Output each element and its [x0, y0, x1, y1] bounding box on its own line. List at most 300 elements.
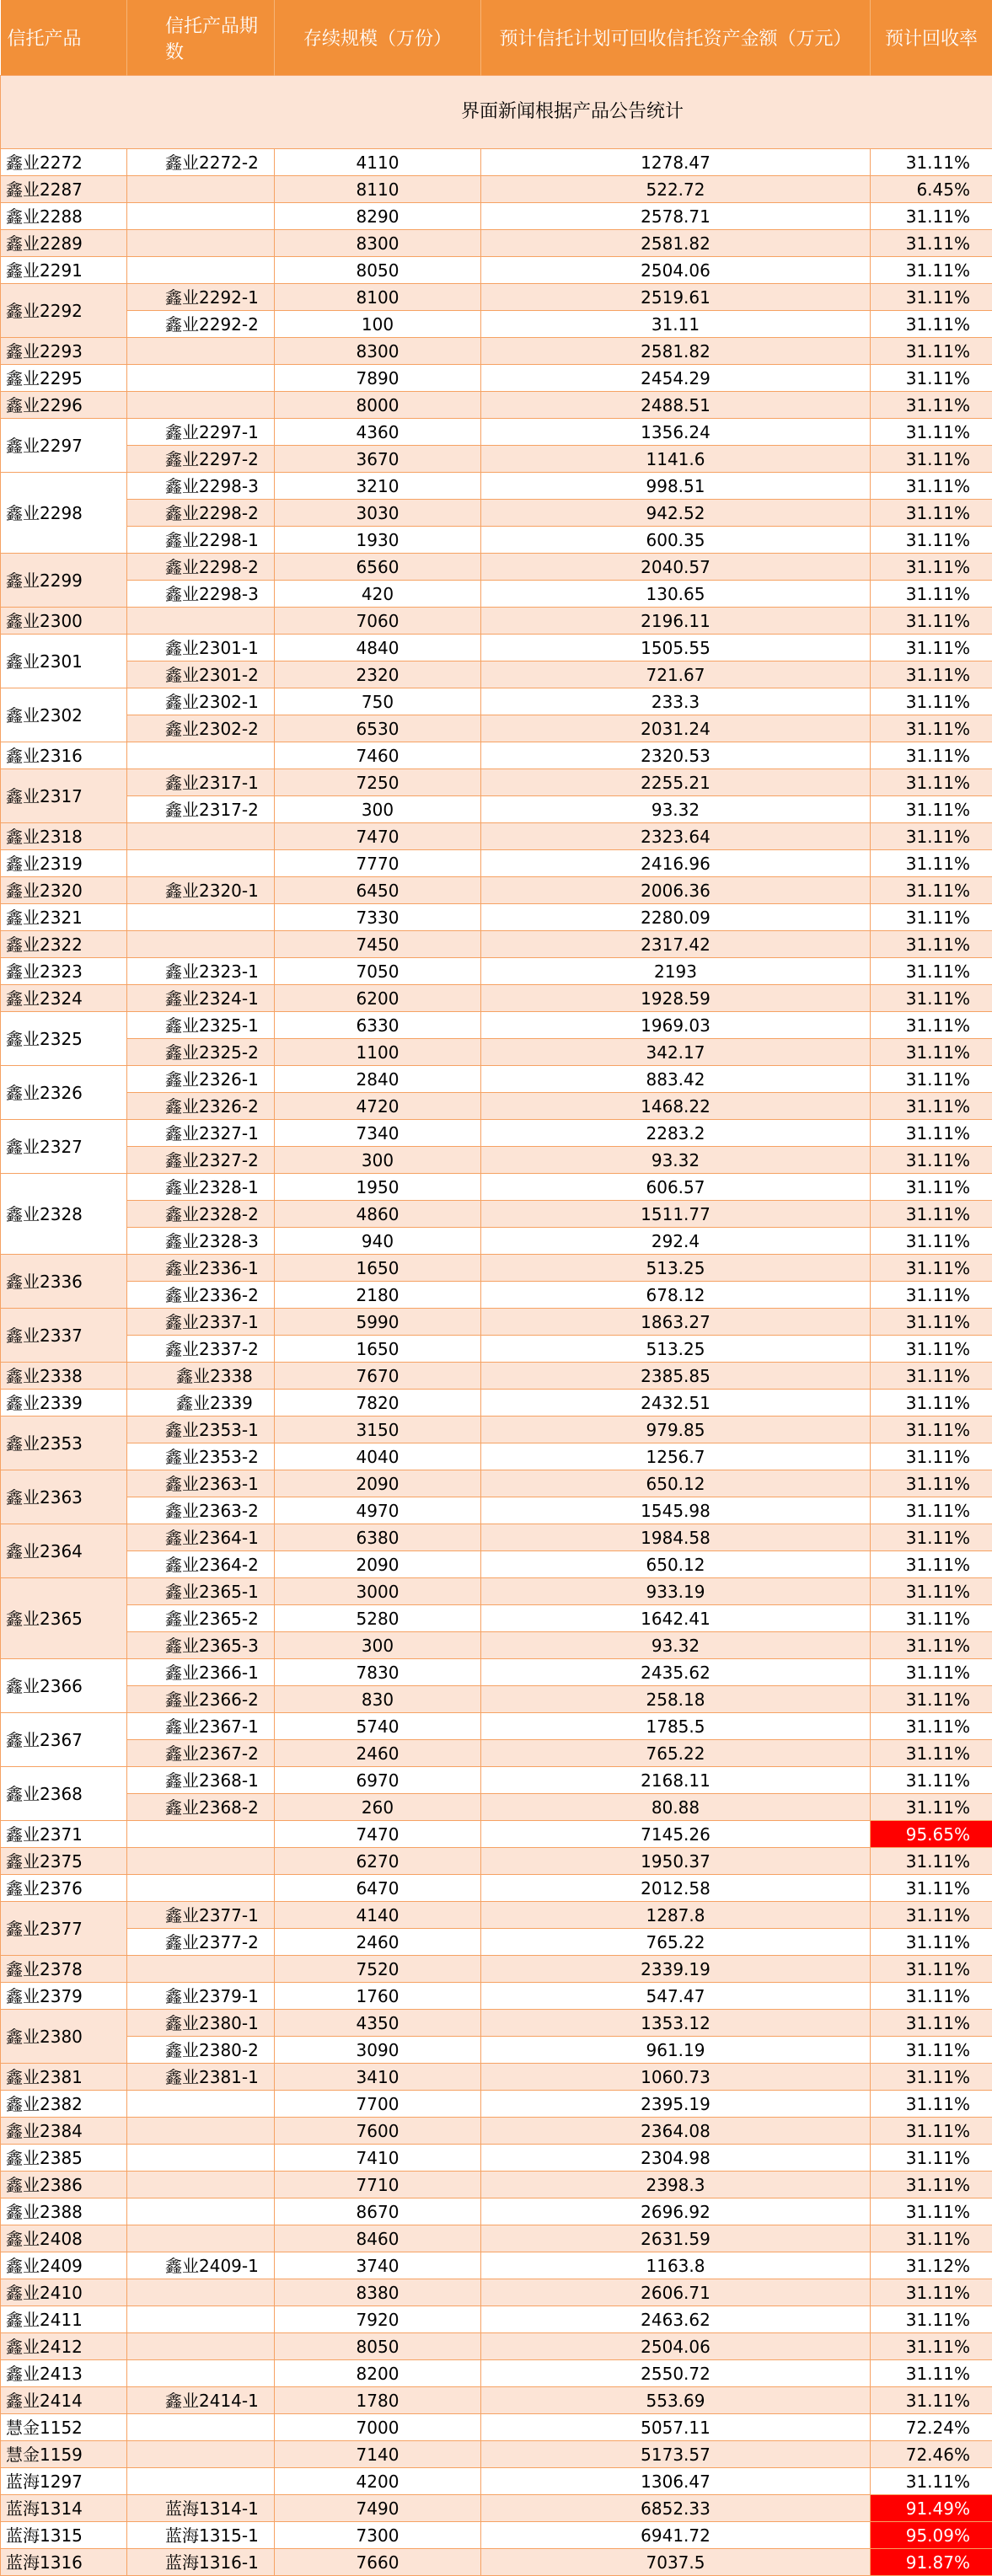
period-cell: 鑫业2381-1 [127, 2064, 275, 2091]
scale-cell: 7410 [275, 2145, 481, 2172]
header-recovery-rate: 预计回收率 [871, 0, 992, 76]
recoverable-amount-cell: 2463.62 [481, 2306, 871, 2333]
table-row [1, 2468, 992, 2495]
period-cell [127, 2145, 275, 2172]
table-row [1, 2225, 992, 2252]
period-cell: 鑫业2298-3 [127, 473, 275, 500]
recovery-rate-cell: 31.11% [871, 1093, 992, 1120]
period-cell: 鑫业2317-1 [127, 769, 275, 796]
scale-cell: 6330 [275, 1012, 481, 1039]
product-name-cell: 蓝海1315 [1, 2522, 127, 2549]
period-cell: 鑫业2324-1 [127, 985, 275, 1012]
scale-cell: 4360 [275, 419, 481, 446]
scale-cell: 7300 [275, 2522, 481, 2549]
table-row [1, 1794, 992, 1821]
table-row [1, 850, 992, 877]
period-cell: 鑫业2272-2 [127, 149, 275, 176]
scale-cell: 3000 [275, 1578, 481, 1605]
product-name-cell: 鑫业2386 [1, 2172, 127, 2198]
recovery-rate-cell: 31.11% [871, 419, 992, 446]
scale-cell: 2840 [275, 1066, 481, 1093]
recovery-rate-cell: 31.11% [871, 581, 992, 608]
note-spacer [871, 76, 992, 149]
recovery-rate-cell: 31.11% [871, 1120, 992, 1147]
recovery-rate-cell: 31.11% [871, 1956, 992, 1983]
recoverable-amount-cell: 2364.08 [481, 2118, 871, 2145]
note-spacer [1, 76, 127, 149]
product-name-cell: 鑫业2324 [1, 985, 127, 1012]
recoverable-amount-cell: 1863.27 [481, 1309, 871, 1336]
period-cell: 鑫业2365-2 [127, 1605, 275, 1632]
scale-cell: 6380 [275, 1524, 481, 1551]
scale-cell: 8110 [275, 176, 481, 203]
recoverable-amount-cell: 2606.71 [481, 2279, 871, 2306]
scale-cell: 7250 [275, 769, 481, 796]
period-cell: 鑫业2363-2 [127, 1497, 275, 1524]
scale-cell: 7670 [275, 1363, 481, 1390]
scale-cell: 4110 [275, 149, 481, 176]
scale-cell: 5280 [275, 1605, 481, 1632]
recoverable-amount-cell: 233.3 [481, 688, 871, 715]
scale-cell: 8050 [275, 2333, 481, 2360]
recovery-rate-cell: 31.11% [871, 1848, 992, 1875]
table-row [1, 931, 992, 958]
recoverable-amount-cell: 650.12 [481, 1470, 871, 1497]
recovery-rate-cell: 31.11% [871, 958, 992, 985]
period-cell: 鑫业2353-1 [127, 1417, 275, 1443]
recovery-rate-cell: 31.11% [871, 1309, 992, 1336]
product-name-cell: 鑫业2272 [1, 149, 127, 176]
recoverable-amount-cell: 1785.5 [481, 1713, 871, 1740]
table-row [1, 2198, 992, 2225]
scale-cell: 420 [275, 581, 481, 608]
table-row [1, 500, 992, 527]
recoverable-amount-cell: 2320.53 [481, 742, 871, 769]
recoverable-amount-cell: 1468.22 [481, 1093, 871, 1120]
table-row [1, 1120, 992, 1147]
recovery-rate-cell: 31.11% [871, 1039, 992, 1066]
recoverable-amount-cell: 2488.51 [481, 392, 871, 419]
table-row [1, 473, 992, 500]
product-name-cell: 蓝海1316 [1, 2549, 127, 2576]
recovery-rate-cell: 31.11% [871, 1767, 992, 1794]
period-cell: 蓝海1315-1 [127, 2522, 275, 2549]
scale-cell: 4860 [275, 1201, 481, 1228]
period-cell: 蓝海1316-1 [127, 2549, 275, 2576]
recoverable-amount-cell: 2395.19 [481, 2091, 871, 2118]
scale-cell: 4970 [275, 1497, 481, 1524]
recovery-rate-cell: 31.11% [871, 1983, 992, 2010]
scale-cell: 8300 [275, 338, 481, 365]
recovery-rate-cell: 31.11% [871, 2037, 992, 2064]
recoverable-amount-cell: 765.22 [481, 1929, 871, 1956]
table-row [1, 1470, 992, 1497]
product-name-cell: 鑫业2323 [1, 958, 127, 985]
recoverable-amount-cell: 2432.51 [481, 1390, 871, 1417]
recovery-rate-cell: 31.11% [871, 284, 992, 311]
recovery-rate-cell: 31.11% [871, 1713, 992, 1740]
table-row [1, 2441, 992, 2468]
recoverable-amount-cell: 2255.21 [481, 769, 871, 796]
product-name-cell: 鑫业2291 [1, 257, 127, 284]
table-row [1, 527, 992, 554]
table-row [1, 1147, 992, 1174]
period-cell [127, 904, 275, 931]
recovery-rate-cell: 31.11% [871, 1902, 992, 1929]
table-row [1, 1740, 992, 1767]
table-row [1, 1336, 992, 1363]
product-name-cell: 鑫业2368 [1, 1767, 127, 1821]
recovery-rate-cell: 31.11% [871, 1066, 992, 1093]
recovery-rate-cell: 72.24% [871, 2414, 992, 2441]
product-name-cell: 鑫业2322 [1, 931, 127, 958]
product-name-cell: 蓝海1297 [1, 2468, 127, 2495]
recoverable-amount-cell: 1356.24 [481, 419, 871, 446]
period-cell [127, 850, 275, 877]
recoverable-amount-cell: 2040.57 [481, 554, 871, 581]
scale-cell: 7820 [275, 1390, 481, 1417]
scale-cell: 7000 [275, 2414, 481, 2441]
scale-cell: 6200 [275, 985, 481, 1012]
scale-cell: 2320 [275, 661, 481, 688]
recovery-rate-cell: 95.65% [871, 1821, 992, 1848]
table-row [1, 1201, 992, 1228]
period-cell: 鑫业2364-2 [127, 1551, 275, 1578]
product-name-cell: 鑫业2295 [1, 365, 127, 392]
product-name-cell: 鑫业2382 [1, 2091, 127, 2118]
scale-cell: 7060 [275, 608, 481, 635]
period-cell: 鑫业2326-1 [127, 1066, 275, 1093]
scale-cell: 1650 [275, 1336, 481, 1363]
recoverable-amount-cell: 2504.06 [481, 257, 871, 284]
recovery-rate-cell: 31.11% [871, 338, 992, 365]
scale-cell: 300 [275, 1632, 481, 1659]
recovery-rate-cell: 31.11% [871, 1740, 992, 1767]
product-name-cell: 鑫业2363 [1, 1470, 127, 1524]
scale-cell: 300 [275, 1147, 481, 1174]
table-row [1, 2145, 992, 2172]
table-row [1, 2037, 992, 2064]
period-cell: 鑫业2364-1 [127, 1524, 275, 1551]
recovery-rate-cell: 95.09% [871, 2522, 992, 2549]
table-row [1, 2118, 992, 2145]
product-name-cell: 鑫业2338 [1, 1363, 127, 1390]
product-name-cell: 鑫业2377 [1, 1902, 127, 1956]
recovery-rate-cell: 31.11% [871, 1147, 992, 1174]
recoverable-amount-cell: 961.19 [481, 2037, 871, 2064]
period-cell: 鑫业2292-2 [127, 311, 275, 338]
table-row [1, 661, 992, 688]
period-cell: 鑫业2363-1 [127, 1470, 275, 1497]
recoverable-amount-cell: 2304.98 [481, 2145, 871, 2172]
period-cell: 鑫业2326-2 [127, 1093, 275, 1120]
recoverable-amount-cell: 513.25 [481, 1255, 871, 1282]
scale-cell: 8300 [275, 230, 481, 257]
product-name-cell: 鑫业2375 [1, 1848, 127, 1875]
recoverable-amount-cell: 80.88 [481, 1794, 871, 1821]
table-row [1, 958, 992, 985]
table-row [1, 1848, 992, 1875]
recoverable-amount-cell: 7037.5 [481, 2549, 871, 2576]
period-cell [127, 2225, 275, 2252]
table-row [1, 230, 992, 257]
scale-cell: 3030 [275, 500, 481, 527]
product-name-cell: 鑫业2296 [1, 392, 127, 419]
table-row [1, 1282, 992, 1309]
header-product: 信托产品 [1, 0, 127, 76]
period-cell [127, 2441, 275, 2468]
header-recoverable-amount: 预计信托计划可回收信托资产金额（万元） [481, 0, 871, 76]
scale-cell: 7330 [275, 904, 481, 931]
recovery-rate-cell: 31.11% [871, 203, 992, 230]
table-row [1, 1659, 992, 1686]
period-cell: 鑫业2301-2 [127, 661, 275, 688]
table-row [1, 2172, 992, 2198]
recovery-rate-cell: 31.11% [871, 365, 992, 392]
recovery-rate-cell: 91.49% [871, 2495, 992, 2522]
source-note: 界面新闻根据产品公告统计 [275, 76, 871, 149]
scale-cell: 7710 [275, 2172, 481, 2198]
recovery-rate-cell: 31.11% [871, 1201, 992, 1228]
recoverable-amount-cell: 1511.77 [481, 1201, 871, 1228]
scale-cell: 7830 [275, 1659, 481, 1686]
table-row [1, 1821, 992, 1848]
table-row [1, 2333, 992, 2360]
recoverable-amount-cell: 6941.72 [481, 2522, 871, 2549]
recoverable-amount-cell: 2006.36 [481, 877, 871, 904]
table-row [1, 365, 992, 392]
period-cell: 鑫业2336-2 [127, 1282, 275, 1309]
product-name-cell: 鑫业2366 [1, 1659, 127, 1713]
scale-cell: 5990 [275, 1309, 481, 1336]
recoverable-amount-cell: 1306.47 [481, 2468, 871, 2495]
table-row [1, 1174, 992, 1201]
product-name-cell: 鑫业2339 [1, 1390, 127, 1417]
table-row [1, 1956, 992, 1983]
recovery-rate-cell: 31.11% [871, 850, 992, 877]
recovery-rate-cell: 91.87% [871, 2549, 992, 2576]
scale-cell: 4040 [275, 1443, 481, 1470]
recoverable-amount-cell: 2012.58 [481, 1875, 871, 1902]
product-name-cell: 鑫业2409 [1, 2252, 127, 2279]
recovery-rate-cell: 31.11% [871, 446, 992, 473]
table-row [1, 1443, 992, 1470]
period-cell [127, 230, 275, 257]
period-cell [127, 2333, 275, 2360]
scale-cell: 7890 [275, 365, 481, 392]
product-name-cell: 鑫业2298 [1, 473, 127, 554]
recoverable-amount-cell: 5057.11 [481, 2414, 871, 2441]
scale-cell: 7600 [275, 2118, 481, 2145]
recovery-rate-cell: 31.11% [871, 769, 992, 796]
table-row [1, 1497, 992, 1524]
product-name-cell: 鑫业2413 [1, 2360, 127, 2387]
recovery-rate-cell: 31.11% [871, 2333, 992, 2360]
period-cell: 鑫业2336-1 [127, 1255, 275, 1282]
recoverable-amount-cell: 93.32 [481, 796, 871, 823]
recovery-rate-cell: 31.11% [871, 2360, 992, 2387]
period-cell [127, 1875, 275, 1902]
scale-cell: 1100 [275, 1039, 481, 1066]
recoverable-amount-cell: 1928.59 [481, 985, 871, 1012]
recovery-rate-cell: 31.11% [871, 1578, 992, 1605]
product-name-cell: 鑫业2319 [1, 850, 127, 877]
recoverable-amount-cell: 7145.26 [481, 1821, 871, 1848]
table-row [1, 1875, 992, 1902]
product-name-cell: 鑫业2321 [1, 904, 127, 931]
period-cell: 鑫业2302-2 [127, 715, 275, 742]
table-row [1, 2387, 992, 2414]
scale-cell: 3150 [275, 1417, 481, 1443]
table-row [1, 1551, 992, 1578]
table-row [1, 1902, 992, 1929]
table-row [1, 1713, 992, 1740]
recovery-rate-cell: 31.11% [871, 2306, 992, 2333]
scale-cell: 1650 [275, 1255, 481, 1282]
scale-cell: 2090 [275, 1470, 481, 1497]
recoverable-amount-cell: 2385.85 [481, 1363, 871, 1390]
scale-cell: 830 [275, 1686, 481, 1713]
period-cell: 鑫业2368-1 [127, 1767, 275, 1794]
period-cell: 鑫业2365-3 [127, 1632, 275, 1659]
period-cell [127, 1848, 275, 1875]
scale-cell: 3090 [275, 2037, 481, 2064]
product-name-cell: 鑫业2300 [1, 608, 127, 635]
scale-cell: 4140 [275, 1902, 481, 1929]
period-cell: 鑫业2328-2 [127, 1201, 275, 1228]
table-row [1, 2495, 992, 2522]
table-row [1, 2091, 992, 2118]
period-cell: 鑫业2368-2 [127, 1794, 275, 1821]
recoverable-amount-cell: 600.35 [481, 527, 871, 554]
period-cell [127, 257, 275, 284]
table-row [1, 2279, 992, 2306]
scale-cell: 6270 [275, 1848, 481, 1875]
period-cell [127, 2306, 275, 2333]
product-name-cell: 鑫业2289 [1, 230, 127, 257]
table-row [1, 2522, 992, 2549]
recovery-rate-cell: 31.11% [871, 1470, 992, 1497]
period-cell: 鑫业2365-1 [127, 1578, 275, 1605]
table-row [1, 1309, 992, 1336]
period-cell [127, 203, 275, 230]
period-cell: 鑫业2302-1 [127, 688, 275, 715]
recoverable-amount-cell: 2631.59 [481, 2225, 871, 2252]
scale-cell: 7700 [275, 2091, 481, 2118]
recoverable-amount-cell: 998.51 [481, 473, 871, 500]
product-name-cell: 鑫业2414 [1, 2387, 127, 2414]
period-cell: 鑫业2292-1 [127, 284, 275, 311]
scale-cell: 1760 [275, 1983, 481, 2010]
recovery-rate-cell: 31.11% [871, 931, 992, 958]
recoverable-amount-cell: 2168.11 [481, 1767, 871, 1794]
product-name-cell: 鑫业2317 [1, 769, 127, 823]
table-row [1, 446, 992, 473]
product-name-cell: 鑫业2378 [1, 1956, 127, 1983]
scale-cell: 1950 [275, 1174, 481, 1201]
recovery-rate-cell: 31.11% [871, 661, 992, 688]
period-cell [127, 2091, 275, 2118]
recovery-rate-cell: 31.11% [871, 1282, 992, 1309]
recovery-rate-cell: 31.11% [871, 985, 992, 1012]
recovery-rate-cell: 31.11% [871, 2118, 992, 2145]
period-cell [127, 2279, 275, 2306]
recovery-rate-cell: 31.11% [871, 1875, 992, 1902]
recovery-rate-cell: 31.11% [871, 527, 992, 554]
product-name-cell: 鑫业2388 [1, 2198, 127, 2225]
recoverable-amount-cell: 2398.3 [481, 2172, 871, 2198]
recoverable-amount-cell: 2578.71 [481, 203, 871, 230]
table-row [1, 635, 992, 661]
scale-cell: 8200 [275, 2360, 481, 2387]
period-cell: 鑫业2297-1 [127, 419, 275, 446]
recoverable-amount-cell: 2031.24 [481, 715, 871, 742]
scale-cell: 3210 [275, 473, 481, 500]
scale-cell: 260 [275, 1794, 481, 1821]
recovery-rate-cell: 31.11% [871, 1497, 992, 1524]
recovery-rate-cell: 6.45% [871, 176, 992, 203]
recovery-rate-cell: 31.11% [871, 2468, 992, 2495]
recoverable-amount-cell: 513.25 [481, 1336, 871, 1363]
table-row [1, 823, 992, 850]
table-row [1, 877, 992, 904]
table-row [1, 1093, 992, 1120]
period-cell: 鑫业2366-2 [127, 1686, 275, 1713]
recovery-rate-cell: 72.46% [871, 2441, 992, 2468]
recovery-rate-cell: 31.11% [871, 742, 992, 769]
recoverable-amount-cell: 342.17 [481, 1039, 871, 1066]
table-row [1, 1066, 992, 1093]
recovery-rate-cell: 31.11% [871, 1390, 992, 1417]
table-row [1, 1363, 992, 1390]
recoverable-amount-cell: 2504.06 [481, 2333, 871, 2360]
period-cell: 鑫业2301-1 [127, 635, 275, 661]
table-row [1, 1524, 992, 1551]
recovery-rate-cell: 31.11% [871, 392, 992, 419]
recoverable-amount-cell: 31.11 [481, 311, 871, 338]
product-name-cell: 鑫业2299 [1, 554, 127, 608]
recoverable-amount-cell: 2696.92 [481, 2198, 871, 2225]
product-name-cell: 鑫业2411 [1, 2306, 127, 2333]
recovery-rate-cell: 31.11% [871, 230, 992, 257]
recovery-rate-cell: 31.11% [871, 500, 992, 527]
table-row [1, 985, 992, 1012]
scale-cell: 6970 [275, 1767, 481, 1794]
product-name-cell: 鑫业2412 [1, 2333, 127, 2360]
period-cell: 鑫业2298-1 [127, 527, 275, 554]
product-name-cell: 鑫业2385 [1, 2145, 127, 2172]
recoverable-amount-cell: 522.72 [481, 176, 871, 203]
period-cell: 鑫业2297-2 [127, 446, 275, 473]
product-name-cell: 鑫业2326 [1, 1066, 127, 1120]
period-cell: 鑫业2328-1 [127, 1174, 275, 1201]
recovery-rate-cell: 31.11% [871, 1605, 992, 1632]
period-cell: 鑫业2317-2 [127, 796, 275, 823]
header-scale: 存续规模（万份） [275, 0, 481, 76]
product-name-cell: 鑫业2328 [1, 1174, 127, 1255]
recoverable-amount-cell: 2193 [481, 958, 871, 985]
recoverable-amount-cell: 292.4 [481, 1228, 871, 1255]
scale-cell: 7490 [275, 2495, 481, 2522]
period-cell [127, 2414, 275, 2441]
scale-cell: 300 [275, 796, 481, 823]
scale-cell: 5740 [275, 1713, 481, 1740]
recovery-rate-cell: 31.11% [871, 1255, 992, 1282]
scale-cell: 3670 [275, 446, 481, 473]
scale-cell: 750 [275, 688, 481, 715]
scale-cell: 8290 [275, 203, 481, 230]
period-cell [127, 176, 275, 203]
